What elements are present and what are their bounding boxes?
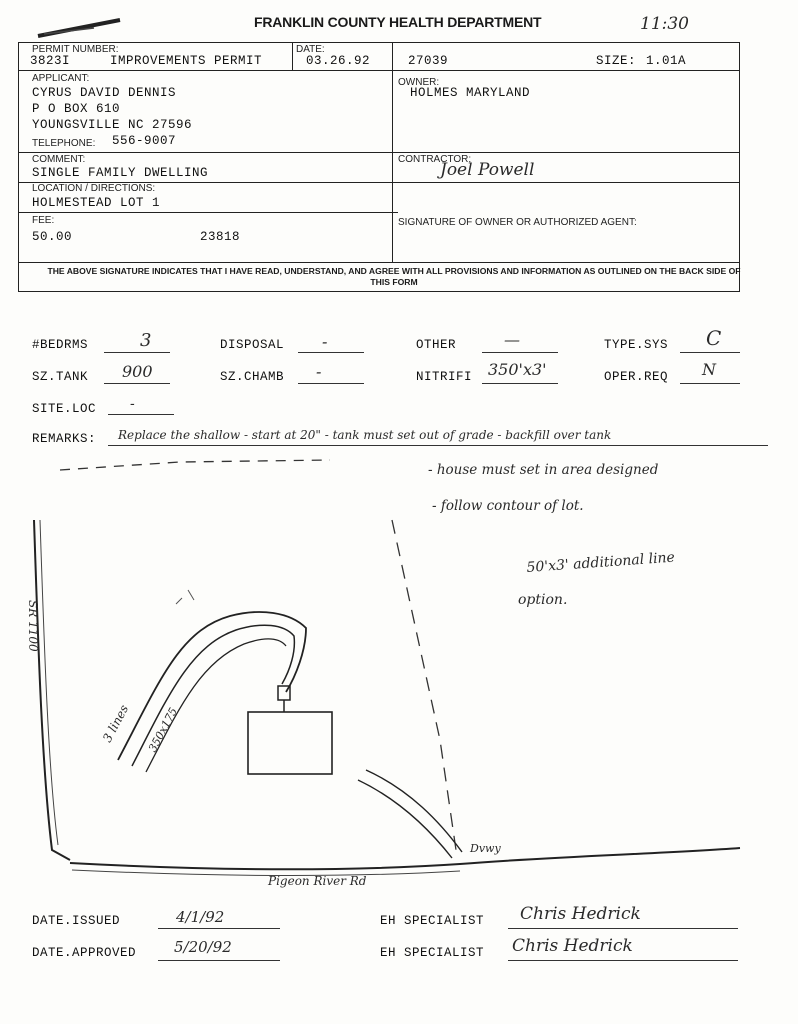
nitrification-label: NITRIFI xyxy=(416,370,473,384)
sketch-road-bottom xyxy=(70,848,740,869)
contractor-signature: Joel Powell xyxy=(440,160,535,180)
comment-label: COMMENT: xyxy=(32,154,86,165)
sketch-dashed-line xyxy=(60,460,330,470)
fee-label: FEE: xyxy=(32,215,55,226)
applicant-label: APPLICANT: xyxy=(32,73,90,84)
permit-type: IMPROVEMENTS PERMIT xyxy=(110,54,263,68)
telephone-label: TELEPHONE: xyxy=(32,138,96,149)
sketch-house xyxy=(248,712,332,774)
tank-size-value: 900 xyxy=(122,362,153,381)
owner-label: OWNER: xyxy=(398,77,440,88)
size-value: 1.01A xyxy=(646,54,687,68)
corner-note: 11:30 xyxy=(640,14,689,34)
comment-value: SINGLE FAMILY DWELLING xyxy=(32,166,209,180)
bedrooms-label: #BEDRMS xyxy=(32,338,89,352)
oper-req-label: OPER.REQ xyxy=(604,370,669,384)
oper-req-value: N xyxy=(702,360,716,379)
date-issued-label: DATE.ISSUED xyxy=(32,914,121,928)
site-loc-label: SITE.LOC xyxy=(32,402,97,416)
permit-date: 03.26.92 xyxy=(306,54,371,68)
remarks-line-1: Replace the shallow - start at 20" - tank must set out of grade - backfill over tank xyxy=(118,428,612,442)
applicant-line-1: CYRUS DAVID DENNIS xyxy=(32,86,177,100)
eh-specialist-1-signature: Chris Hedrick xyxy=(520,904,641,924)
disclaimer-text: THE ABOVE SIGNATURE INDICATES THAT I HAVE READ, UNDERSTAND, AND AGREE WITH ALL PROVISIONS AND INFORMATION AS OUTLINED ON THE BACK SIDE OF THIS FORM xyxy=(47,266,741,287)
size-label: SIZE: xyxy=(596,54,637,68)
owner-signature-label: SIGNATURE OF OWNER OR AUTHORIZED AGENT: xyxy=(398,217,637,228)
type-sys-value: C xyxy=(706,326,722,350)
corner-pen-mark xyxy=(34,14,124,40)
fee-amount: 50.00 xyxy=(32,230,73,244)
chamber-size-value: - xyxy=(316,362,322,381)
remarks-extra-note-2: option. xyxy=(518,592,568,608)
applicant-line-2: P O BOX 610 xyxy=(32,102,121,116)
telephone-value: 556-9007 xyxy=(112,134,177,148)
permit-ref: 27039 xyxy=(408,54,449,68)
sketch-lines-label-2: 350x175 xyxy=(146,705,181,755)
date-issued-value: 4/1/92 xyxy=(176,908,225,926)
site-loc-value: - xyxy=(130,396,135,412)
location-label: LOCATION / DIRECTIONS: xyxy=(32,183,156,194)
sketch-diagonal-dashed-line xyxy=(392,520,456,850)
date-approved-value: 5/20/92 xyxy=(174,938,232,956)
bedrooms-value: 3 xyxy=(140,330,152,351)
remarks-line-3: - follow contour of lot. xyxy=(432,498,584,514)
contractor-label: CONTRACTOR: xyxy=(398,154,472,165)
owner-name: HOLMES MARYLAND xyxy=(410,86,531,100)
sketch-driveway-label: Dvwy xyxy=(470,842,501,855)
date-label: DATE: xyxy=(296,44,325,55)
remarks-extra-note-1: 50'x3' additional line xyxy=(526,549,676,576)
remarks-line-2: - house must set in area designed xyxy=(428,462,659,478)
permit-number-label: PERMIT NUMBER: xyxy=(32,44,119,55)
sketch-drain-line-inner xyxy=(146,639,286,772)
sketch-driveway xyxy=(358,780,452,858)
other-label: OTHER xyxy=(416,338,457,352)
site-sketch xyxy=(0,440,798,920)
sketch-road-bottom-label: Pigeon River Rd xyxy=(268,874,367,888)
applicant-line-3: YOUNGSVILLE NC 27596 xyxy=(32,118,193,132)
other-value: — xyxy=(504,330,520,349)
eh-specialist-1-label: EH SPECIALIST xyxy=(380,914,485,928)
disposal-value: - xyxy=(322,332,328,351)
type-sys-label: TYPE.SYS xyxy=(604,338,669,352)
eh-specialist-2-signature: Chris Hedrick xyxy=(512,936,633,956)
sketch-lines-label-1: 3 lines xyxy=(100,702,132,745)
eh-specialist-2-label: EH SPECIALIST xyxy=(380,946,485,960)
disposal-label: DISPOSAL xyxy=(220,338,285,352)
remarks-label: REMARKS: xyxy=(32,432,97,446)
nitrification-value: 350'x3' xyxy=(488,360,547,379)
date-approved-label: DATE.APPROVED xyxy=(32,946,137,960)
sketch-road-left xyxy=(34,520,70,860)
location-value: HOLMESTEAD LOT 1 xyxy=(32,196,161,210)
chamber-size-label: SZ.CHAMB xyxy=(220,370,285,384)
page-title: FRANKLIN COUNTY HEALTH DEPARTMENT xyxy=(254,14,542,30)
sketch-road-left-label: SR 1100 xyxy=(26,600,40,652)
permit-number: 3823I xyxy=(30,54,71,68)
tank-size-label: SZ.TANK xyxy=(32,370,89,384)
fee-receipt: 23818 xyxy=(200,230,241,244)
